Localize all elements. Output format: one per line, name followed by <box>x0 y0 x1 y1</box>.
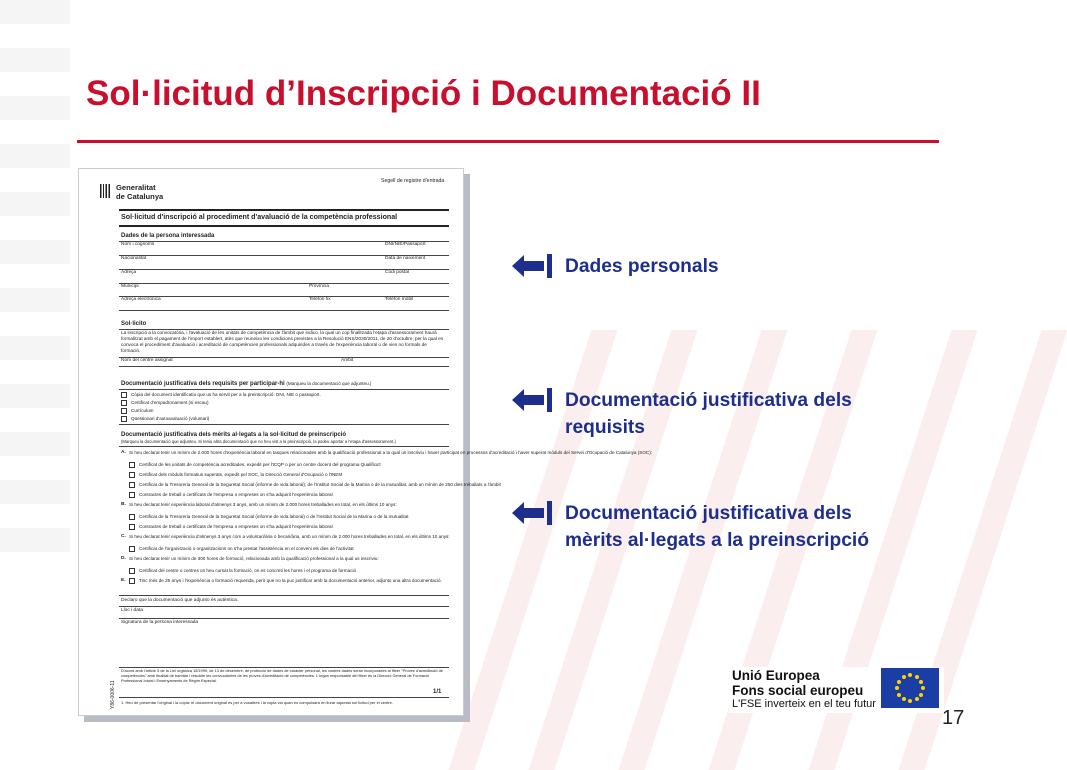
eu-flag-icon <box>881 668 939 708</box>
generalitat-logo-text: Generalitat de Catalunya <box>116 183 164 201</box>
assigned-center-label: Nom del centre assignat <box>121 358 173 363</box>
merit-group-row <box>121 501 397 508</box>
data-protection-text: D'acord amb l'article 5 de la Llei orgànica 15/1999, de 13 de desembre, de protecció de dades de caràcter personal, les vostres dades seran incorporades al fitxer "Proves d'acreditació de competències" amb finalitat de tramitar i resoldre les convocatòries de les proves d'acreditació de competències. L'òrgan responsable del fitxer és la Direcció General de Formació Professional Inicial i Ensenyaments de Règim Especial. <box>121 668 443 683</box>
divider <box>119 310 449 311</box>
request-paragraph: La inscripció a la convocatòria, i l'avaluació de les unitats de competència de l'àmbit que indico, la qual un cop finalitzada l'etapa d'assessorament haurà formalitzat amb el pagament de l'import establert, atès que reuneixo les condicions previstes a la Resolució ENS/2030/2011, de 20 d'octubre, per la qual es convoca el procediment d'avaluació i acreditació de competències professionals adquirides a través de l'experiència laboral o de vies no formals de formació. <box>121 330 444 353</box>
field-birth-date: Data de naixement <box>385 256 426 261</box>
left-arrow-icon <box>512 253 552 279</box>
divider <box>119 225 449 227</box>
merit-letter: B. <box>121 502 126 507</box>
eu-star-icon <box>921 686 925 690</box>
eu-logo-line3: L'FSE inverteix en el teu futur <box>732 698 876 710</box>
eu-star-icon <box>919 680 923 684</box>
eu-star-icon <box>902 697 906 701</box>
divider <box>119 389 449 390</box>
merit-text: Contractes de treball o certificats de l'empresa o empreses on s'ha adquirit l'experiència laboral <box>139 524 333 529</box>
requirement-checkbox <box>121 416 127 422</box>
merit-row <box>121 567 356 574</box>
requirement-checkbox <box>121 408 127 414</box>
merit-group-row <box>121 577 442 584</box>
page-number: 17 <box>942 707 965 729</box>
eu-social-fund-logo <box>729 667 944 713</box>
merit-text: Tinc més de 25 anys i l'experiència o formació requerida, però que no la puc justificar amb la documentació anterior, adjunto una altra documentació. <box>139 578 442 583</box>
requirement-checkbox <box>121 400 127 406</box>
merit-text: Si heu declarat tenir experiència d'almenys 3 anys com a voluntari/ària o becari/ària, amb un mínim de 2.000 hores treballades en total, en els últims 10 anys: <box>129 534 450 539</box>
merit-row <box>121 471 342 478</box>
callout-label: Documentació justificativa dels mèrits al·legats a la preinscripció <box>565 503 869 551</box>
form-title: Sol·licitud d'inscripció al procediment d'avaluació de la competència professional <box>121 213 398 221</box>
requirements-heading: Documentació justificativa dels requisits per participar-hi (Marqueu la documentació que adjunteu.) <box>121 381 372 387</box>
left-arrow-icon <box>512 387 552 413</box>
request-heading: Sol·licito <box>121 321 147 327</box>
divider <box>119 697 449 698</box>
eu-logo-line1: Unió Europea <box>732 668 820 683</box>
merit-letter: A. <box>121 450 126 455</box>
personal-data-heading: Dades de la persona interessada <box>121 233 215 239</box>
divider <box>119 283 449 284</box>
merit-text: Certificat dels mòduls formatius superats, expedit pel SOC, la Direcció General d'Ocupació o l'INEM <box>139 472 343 477</box>
signature-label: Signatura de la persona interessada <box>121 620 199 625</box>
field-name: Nom i cognoms <box>121 242 155 247</box>
entry-stamp-label: Segell de registre d'entrada <box>381 178 445 184</box>
merit-text: Si heu declarat tenir un mínim de 300 hores de formació, relacionada amb la qualificació professional a la qual us inscriviu: <box>129 556 379 561</box>
document-page-label: 1/1 <box>433 689 442 695</box>
place-date-label: Lloc i data <box>121 608 143 613</box>
field-postal-code: Codi postal <box>385 270 409 275</box>
eu-star-icon <box>897 680 901 684</box>
background-watermark-left <box>0 0 70 560</box>
merit-group-row <box>121 449 652 456</box>
divider <box>119 606 449 607</box>
merits-note: (Marqueu la documentació que adjunteu. Si teniu altra documentació que no heu vist a la preinscripció, la podeu aportar a l'etapa d'assessorament.) <box>121 439 396 444</box>
field-dni: DNI/NIE/Passaport <box>385 242 426 247</box>
merit-checkbox <box>129 482 135 488</box>
merit-text: Certificat de les unitats de competència acreditades, expedit per l'ICQP o per un centre docent del programa Qualifica't <box>139 462 381 467</box>
eu-logo-line2: Fons social europeu <box>732 683 864 698</box>
field-phone: Telèfon fix <box>309 297 331 302</box>
field-municipality: Municipi <box>121 284 139 289</box>
footnote-text: 1. Heu de presentar l'original i la còpia: el document original es per a vosaltres i la còpia via quan es compulsarà en llurar aquesta sol·licitud per el centre. <box>121 700 394 705</box>
title-underline <box>77 140 939 143</box>
merit-checkbox <box>129 568 135 574</box>
field-province: Província <box>309 284 329 289</box>
merit-row <box>121 491 333 498</box>
merit-row <box>121 513 409 520</box>
callout-label: Documentació justificativa dels requisits <box>565 390 852 438</box>
merit-letter: D. <box>121 556 126 561</box>
eu-star-icon <box>908 673 912 677</box>
merit-checkbox <box>129 524 135 530</box>
eu-star-icon <box>897 693 901 697</box>
merit-text: Si heu declarat tenir experiència laboral d'almenys 3 anys, amb un mínim de 2.000 hores treballades en total, en els últims 10 anys: <box>129 502 397 507</box>
declaration-text: Declaro que la documentació que adjunto és autèntica. <box>121 598 239 603</box>
merit-text: Contractes de treball o certificats de l'empresa o empreses on s'ha adquirit l'experiència laboral <box>139 492 333 497</box>
merit-checkbox <box>129 546 135 552</box>
requirement-checkbox <box>121 392 127 398</box>
merit-row <box>121 481 501 488</box>
merit-text: Certificat del centre o centres on heu cursat la formació, on es concreti les hores i el programa de formació <box>139 568 357 573</box>
merits-heading: Documentació justificativa dels mèrits al·legats a la sol·licitud de preinscripció <box>121 432 347 438</box>
merit-text: Si heu declarat tenir un mínim de 2.000 hores d'experiència laboral en tasques relacionades amb la qualificació professional a la qual us inscriviu i haver participat en processos d'acreditació i haver superat mòduls del Servei d'Ocupació de Catalunya (SOC): <box>129 450 653 455</box>
callout-personal-data <box>512 253 719 280</box>
slide-title: Sol·licitud d’Inscripció i Documentació II <box>86 74 761 113</box>
requirement-row: Currículum <box>121 407 153 414</box>
divider <box>119 209 449 211</box>
document-side-code: Y86-0006-11 <box>110 680 116 709</box>
divider <box>119 595 449 596</box>
field-nationality: Nacionalitat <box>121 256 147 261</box>
merit-row <box>121 545 354 552</box>
divider <box>119 446 449 447</box>
merit-group-row <box>121 533 450 540</box>
merit-checkbox <box>129 492 135 498</box>
field-address: Adreça <box>121 270 137 275</box>
merit-checkbox <box>129 514 135 520</box>
merit-row <box>121 461 381 468</box>
merit-row <box>121 523 333 530</box>
divider <box>119 424 449 425</box>
merit-checkbox <box>129 472 135 478</box>
left-arrow-icon <box>512 500 552 526</box>
field-email: Adreça electrònica <box>121 297 161 302</box>
callout-requirements <box>512 387 852 441</box>
callout-label: Dades personals <box>565 256 719 277</box>
requirement-row: Còpia del document identificatiu que us ha servit per a la preinscripció: DNI, NIE o passaport. <box>121 391 321 398</box>
divider <box>119 366 449 367</box>
merit-text: Certificat de la Tresoreria General de la Seguretat Social (informe de vida laboral), de l'Institut Social de la Marina o de la mutualitat, amb un mínim de 250 dies treballats a l'àmbit <box>139 482 501 487</box>
eu-star-icon <box>895 686 899 690</box>
eu-star-icon <box>902 675 906 679</box>
eu-star-icon <box>915 697 919 701</box>
merit-group-row <box>121 555 379 562</box>
area-label: Àmbit <box>341 358 354 363</box>
requirement-row: Qüestionari d'autoavaluació (voluntari) <box>121 415 209 422</box>
merit-letter: C. <box>121 534 126 539</box>
eu-star-icon <box>919 693 923 697</box>
generalitat-logo-icon <box>100 184 111 198</box>
merit-text: Certificat de l'organització o organitzacions on s'ha prestat l'assistència en el conveni els dies de l'activitat <box>139 546 354 551</box>
requirement-row: Certificat d'empadronament (si escau) <box>121 399 208 406</box>
field-mobile: Telèfon mòbil <box>385 297 414 302</box>
merit-checkbox <box>129 462 135 468</box>
callout-merits <box>512 500 869 554</box>
merit-checkbox <box>129 578 135 584</box>
merit-text: Certificat de la Tresoreria General de la Seguretat Social (informe de vida laboral) o de l'Institut Social de la Marina o de la mutualitat <box>139 514 409 519</box>
eu-star-icon <box>908 699 912 703</box>
merit-letter: E. <box>121 578 126 583</box>
eu-star-icon <box>915 675 919 679</box>
divider <box>119 618 449 619</box>
